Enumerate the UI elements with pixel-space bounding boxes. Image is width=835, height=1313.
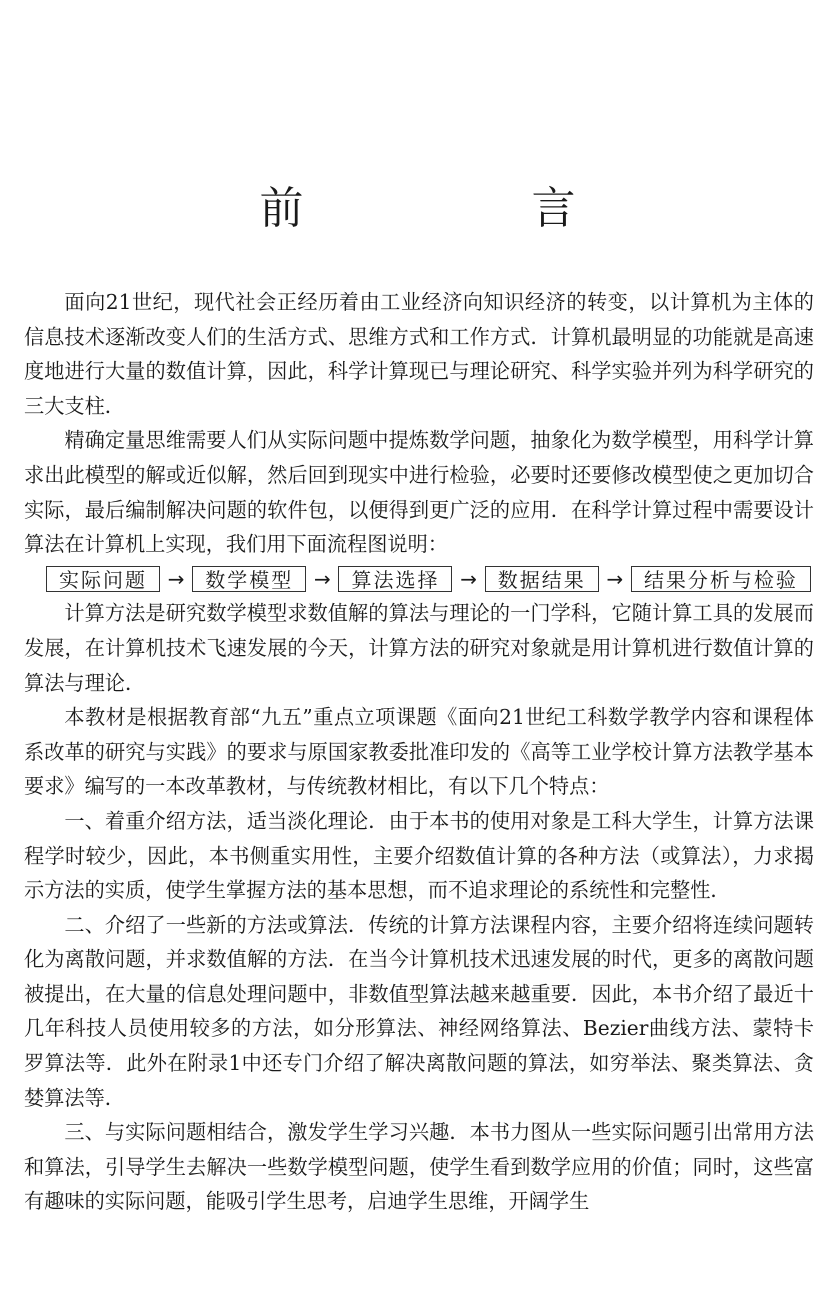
flow-step: 算法选择 bbox=[338, 566, 452, 592]
arrow-right-icon: → bbox=[460, 567, 477, 592]
flowchart bbox=[46, 562, 811, 597]
page-title: 前 言 bbox=[259, 183, 668, 235]
paragraph: 计算方法是研究数学模型求数值解的算法与理论的一门学科，它随计算工具的发展而发展，在计算机技术飞速发展的今天，计算方法的研究对象就是用计算机进行数值计算的算法与理论． bbox=[24, 601, 814, 695]
paragraph: 本教材是根据教育部“九五”重点立项课题《面向21世纪工科数学教学内容和课程体系改革的研究与实践》的要求与原国家教委批准印发的《高等工业学校计算方法教学基本要求》编写的一本改革教材，与传统教材相比，有以下几个特点： bbox=[24, 705, 814, 799]
paragraph: 一、着重介绍方法，适当淡化理论．由于本书的使用对象是工科大学生，计算方法课程学时较少，因此，本书侧重实用性，主要介绍数值计算的各种方法（或算法），力求揭示方法的实质，使学生掌握方法的基本思想，而不追求理论的系统性和完整性． bbox=[24, 808, 814, 903]
flow-step: 结果分析与检验 bbox=[631, 566, 811, 592]
flow-step: 数学模型 bbox=[192, 566, 306, 592]
arrow-right-icon: → bbox=[313, 567, 331, 592]
paragraph: 二、介绍了一些新的方法或算法．传统的计算方法课程内容，主要介绍将连续问题转化为离散问题，并求数值解的方法．在当今计算机技术迅速发展的时代，更多的离散问题被提出，在大量的信息处理问题中，非数值型算法越来越重要．因此，本书介绍了最近十几年科技人员使用较多的方法，如分形算法、神经网络算法、Bezier曲线方法、蒙特卡罗算法等．此外在附录1中还专门介绍了解决离散问题的算法，如穷举法、聚类算法、贪婪算法等． bbox=[24, 912, 814, 1110]
paragraph: 三、与实际问题相结合，激发学生学习兴趣．本书力图从一些实际问题引出常用方法和算法，引导学生去解决一些数学模型问题，使学生看到数学应用的价值；同时，这些富有趣味的实际问题，能吸引学生思考，启迪学生思维，开阔学生 bbox=[24, 1120, 814, 1214]
arrow-right-icon: → bbox=[606, 567, 624, 592]
flow-step: 数据结果 bbox=[485, 566, 599, 592]
flow-step: 实际问题 bbox=[46, 566, 160, 592]
paragraph: 精确定量思维需要人们从实际问题中提炼数学问题，抽象化为数学模型，用科学计算求出此模型的解或近似解，然后回到现实中进行检验，必要时还要修改模型使之更加切合实际，最后编制解决问题的软件包，以便得到更广泛的应用．在科学计算过程中需要设计算法在计算机上实现，我们用下面流程图说明： bbox=[24, 428, 814, 557]
paragraph: 面向21世纪，现代社会正经历着由工业经济向知识经济的转变，以计算机为主体的信息技术逐渐改变人们的生活方式、思维方式和工作方式．计算机最明显的功能就是高速度地进行大量的数值计算，因此，科学计算现已与理论研究、科学实验并列为科学研究的三大支柱． bbox=[24, 290, 814, 418]
preface-body bbox=[24, 285, 814, 1219]
arrow-right-icon: → bbox=[167, 567, 185, 592]
